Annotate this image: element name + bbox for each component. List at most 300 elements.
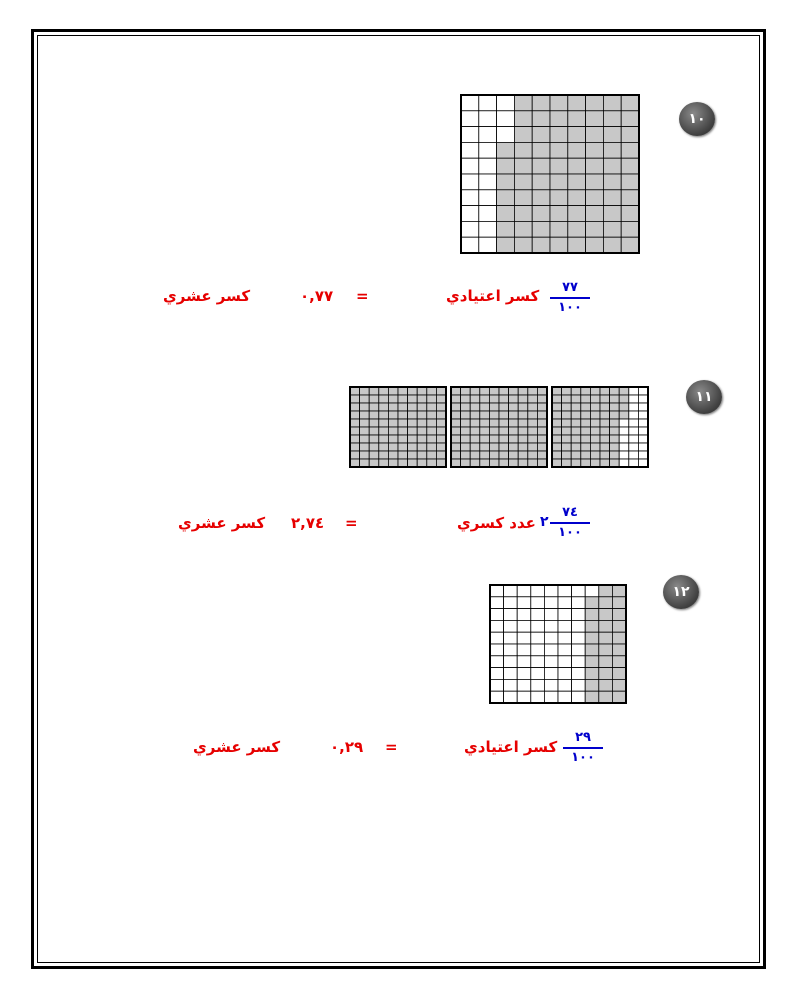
grid-cell xyxy=(586,127,604,143)
grid-cell xyxy=(517,644,531,656)
decimal-label: كسر عشري xyxy=(178,514,266,532)
grid-cell xyxy=(509,435,519,443)
grid-cell xyxy=(461,419,471,427)
grid-cell xyxy=(568,111,586,127)
grid-cell xyxy=(408,427,418,435)
grid-cell xyxy=(388,387,398,395)
grid-cell xyxy=(490,609,504,621)
grid-cell xyxy=(581,459,591,467)
grid-cell xyxy=(572,668,586,680)
grid-cell xyxy=(480,435,490,443)
grid-cell xyxy=(586,142,604,158)
grid-cell xyxy=(528,435,538,443)
grid-cell xyxy=(552,459,562,467)
grid-cell xyxy=(379,419,389,427)
grid-cell xyxy=(369,419,379,427)
grid-cell xyxy=(369,395,379,403)
grid-cell xyxy=(572,597,586,609)
grid-cell xyxy=(470,411,480,419)
grid-cell xyxy=(600,403,610,411)
grid-cell xyxy=(568,158,586,174)
grid-cell xyxy=(451,427,461,435)
grid-cell xyxy=(470,435,480,443)
grid-cell xyxy=(552,443,562,451)
grid-cell xyxy=(480,459,490,467)
grid-cell xyxy=(408,387,418,395)
grid-cell xyxy=(499,427,509,435)
grid-cell xyxy=(417,395,427,403)
page-border-inner xyxy=(37,35,760,963)
grid-cell xyxy=(638,403,648,411)
grid-cell xyxy=(532,237,550,253)
grid-cell xyxy=(532,206,550,222)
grid-cell xyxy=(585,691,599,703)
grid-cell xyxy=(489,427,499,435)
grid-cell xyxy=(621,237,639,253)
grid-cell xyxy=(518,459,528,467)
grid-cell xyxy=(550,142,568,158)
grid-cell xyxy=(504,691,518,703)
grid-cell xyxy=(480,451,490,459)
grid-cell xyxy=(417,443,427,451)
grid-cell xyxy=(612,679,626,691)
grid-cell xyxy=(379,387,389,395)
grid-cell xyxy=(562,387,572,395)
grid-cell xyxy=(479,158,497,174)
grid-cell xyxy=(603,221,621,237)
grid-cell xyxy=(461,142,479,158)
grid-cell xyxy=(470,451,480,459)
grid-cell xyxy=(461,435,471,443)
grid-cell xyxy=(518,427,528,435)
grid-cell xyxy=(427,395,437,403)
grid-cell xyxy=(528,403,538,411)
grid-cell xyxy=(369,411,379,419)
grid-cell xyxy=(590,403,600,411)
grid-cell xyxy=(532,95,550,111)
grid-cell xyxy=(537,395,547,403)
grid-cell xyxy=(350,443,360,451)
grid-cell xyxy=(532,127,550,143)
grid-cell xyxy=(470,395,480,403)
grid-cell xyxy=(490,656,504,668)
grid-cell xyxy=(499,419,509,427)
grid-cell xyxy=(461,427,471,435)
grid-cell xyxy=(558,597,572,609)
grid-cell xyxy=(621,142,639,158)
grid-cell xyxy=(360,427,370,435)
grid-cell xyxy=(610,411,620,419)
grid-cell xyxy=(509,387,519,395)
grid-cell xyxy=(612,691,626,703)
grid-cell xyxy=(499,411,509,419)
grid-cell xyxy=(531,668,545,680)
grid-cell xyxy=(603,95,621,111)
grid-cell xyxy=(552,395,562,403)
grid-cell xyxy=(497,237,515,253)
grid-cell xyxy=(531,585,545,597)
grid-cell xyxy=(470,443,480,451)
grid-cell xyxy=(514,174,532,190)
grid-cell xyxy=(550,190,568,206)
grid-cell xyxy=(499,435,509,443)
grid-cell xyxy=(461,206,479,222)
grid-cell xyxy=(638,459,648,467)
grid-cell xyxy=(517,597,531,609)
grid-cell xyxy=(571,443,581,451)
grid-cell xyxy=(531,597,545,609)
grid-cell xyxy=(350,387,360,395)
fraction-type-label: عدد كسري xyxy=(457,514,536,532)
grid-cell xyxy=(558,668,572,680)
grid-cell xyxy=(581,387,591,395)
grid-cell xyxy=(489,451,499,459)
fraction-numerator: ٧٧ xyxy=(562,280,578,295)
grid-cell xyxy=(497,142,515,158)
grid-cell xyxy=(461,411,471,419)
grid-cell xyxy=(629,435,639,443)
grid-cell xyxy=(558,691,572,703)
grid-cell xyxy=(451,403,461,411)
grid-cell xyxy=(509,403,519,411)
grid-cell xyxy=(509,411,519,419)
grid-cell xyxy=(599,620,613,632)
problem-number-badge: ١٢ xyxy=(663,575,699,609)
grid-cell xyxy=(550,95,568,111)
grid-cell xyxy=(451,411,461,419)
grid-cell xyxy=(436,419,446,427)
grid-cell xyxy=(417,411,427,419)
grid-cell xyxy=(568,190,586,206)
grid-cell xyxy=(638,411,648,419)
grid-cell xyxy=(489,395,499,403)
equals-sign: = xyxy=(345,514,358,532)
grid-cell xyxy=(528,411,538,419)
grid-cell xyxy=(619,411,629,419)
mixed-number-whole: ٢ xyxy=(540,514,549,530)
grid-cell xyxy=(568,237,586,253)
grid-cell xyxy=(504,668,518,680)
grid-cell xyxy=(480,443,490,451)
grid-cell xyxy=(350,435,360,443)
grid-cell xyxy=(552,451,562,459)
grid-cell xyxy=(514,206,532,222)
grid-cell xyxy=(451,451,461,459)
grid-cell xyxy=(504,585,518,597)
grid-cell xyxy=(461,158,479,174)
grid-cell xyxy=(518,395,528,403)
grid-cell xyxy=(571,403,581,411)
grid-cell xyxy=(514,158,532,174)
grid-cell xyxy=(585,679,599,691)
grid-cell xyxy=(489,435,499,443)
grid-cell xyxy=(603,142,621,158)
grid-cell xyxy=(417,419,427,427)
grid-cell xyxy=(350,395,360,403)
grid-cell xyxy=(360,451,370,459)
grid-cell xyxy=(603,127,621,143)
grid-cell xyxy=(461,387,471,395)
grid-cell xyxy=(517,585,531,597)
grid-cell xyxy=(360,403,370,411)
grid-cell xyxy=(499,443,509,451)
grid-cell xyxy=(568,206,586,222)
grid-cell xyxy=(638,419,648,427)
grid-cell xyxy=(479,190,497,206)
grid-cell xyxy=(585,668,599,680)
grid-cell xyxy=(528,459,538,467)
grid-cell xyxy=(514,221,532,237)
grid-cell xyxy=(490,691,504,703)
grid-cell xyxy=(531,620,545,632)
grid-cell xyxy=(369,443,379,451)
grid-cell xyxy=(417,459,427,467)
grid-cell xyxy=(619,435,629,443)
grid-cell xyxy=(497,174,515,190)
grid-cell xyxy=(590,427,600,435)
grid-cell xyxy=(544,644,558,656)
grid-cell xyxy=(612,656,626,668)
grid-cell xyxy=(537,459,547,467)
grid-cell xyxy=(599,679,613,691)
grid-cell xyxy=(388,395,398,403)
grid-cell xyxy=(451,387,461,395)
fraction-numerator: ٧٤ xyxy=(562,505,578,520)
grid-cell xyxy=(572,620,586,632)
grid-cell xyxy=(509,451,519,459)
grid-cell xyxy=(600,395,610,403)
grid-cell xyxy=(479,237,497,253)
grid-cell xyxy=(603,237,621,253)
grid-cell xyxy=(603,174,621,190)
grid-cell xyxy=(497,221,515,237)
grid-cell xyxy=(388,419,398,427)
decimal-label: كسر عشري xyxy=(163,287,251,305)
grid-cell xyxy=(427,387,437,395)
grid-cell xyxy=(562,443,572,451)
grid-cell xyxy=(490,644,504,656)
grid-cell xyxy=(612,609,626,621)
grid-cell xyxy=(479,206,497,222)
grid-cell xyxy=(562,419,572,427)
grid-cell xyxy=(470,403,480,411)
grid-cell xyxy=(531,644,545,656)
grid-cell xyxy=(581,419,591,427)
grid-cell xyxy=(514,190,532,206)
grid-cell xyxy=(586,174,604,190)
grid-cell xyxy=(531,679,545,691)
grid-cell xyxy=(571,387,581,395)
grid-cell xyxy=(562,411,572,419)
grid-cell xyxy=(619,427,629,435)
grid-cell xyxy=(603,158,621,174)
fraction-denominator: ١٠٠ xyxy=(558,525,582,540)
grid-cell xyxy=(479,111,497,127)
grid-cell xyxy=(461,127,479,143)
grid-cell xyxy=(497,206,515,222)
grid-cell xyxy=(379,435,389,443)
grid-cell xyxy=(490,632,504,644)
grid-cell xyxy=(581,403,591,411)
grid-cell xyxy=(544,620,558,632)
grid-cell xyxy=(427,459,437,467)
grid-cell xyxy=(518,435,528,443)
grid-cell xyxy=(480,395,490,403)
grid-cell xyxy=(586,221,604,237)
grid-cell xyxy=(350,419,360,427)
grid-cell xyxy=(581,451,591,459)
grid-cell xyxy=(417,435,427,443)
grid-cell xyxy=(408,435,418,443)
grid-cell xyxy=(490,679,504,691)
grid-cell xyxy=(544,668,558,680)
grid-cell xyxy=(552,427,562,435)
grid-cell xyxy=(532,221,550,237)
grid-cell xyxy=(571,451,581,459)
fraction-bar xyxy=(563,747,603,749)
grid-cell xyxy=(514,95,532,111)
grid-cell xyxy=(586,111,604,127)
grid-cell xyxy=(480,419,490,427)
grid-cell xyxy=(379,451,389,459)
grid-cell xyxy=(417,451,427,459)
grid-cell xyxy=(388,403,398,411)
grid-cell xyxy=(544,679,558,691)
grid-cell xyxy=(621,111,639,127)
grid-cell xyxy=(550,158,568,174)
grid-cell xyxy=(537,387,547,395)
grid-cell xyxy=(517,691,531,703)
grid-cell xyxy=(558,656,572,668)
grid-cell xyxy=(610,451,620,459)
grid-cell xyxy=(610,427,620,435)
grid-cell xyxy=(532,111,550,127)
grid-cell xyxy=(558,609,572,621)
grid-cell xyxy=(544,656,558,668)
grid-cell xyxy=(490,620,504,632)
grid-cell xyxy=(612,668,626,680)
grid-cell xyxy=(504,632,518,644)
grid-cell xyxy=(586,190,604,206)
grid-cell xyxy=(600,411,610,419)
equals-sign: = xyxy=(385,738,398,756)
grid-cell xyxy=(489,459,499,467)
grid-cell xyxy=(388,411,398,419)
grid-cell xyxy=(379,403,389,411)
grid-cell xyxy=(612,597,626,609)
grid-cell xyxy=(558,644,572,656)
grid-cell xyxy=(360,395,370,403)
grid-cell xyxy=(360,459,370,467)
grid-cell xyxy=(350,427,360,435)
grid-cell xyxy=(436,451,446,459)
grid-cell xyxy=(379,395,389,403)
grid-cell xyxy=(531,656,545,668)
grid-cell xyxy=(568,221,586,237)
grid-cell xyxy=(528,443,538,451)
grid-cell xyxy=(517,679,531,691)
grid-cell xyxy=(544,609,558,621)
grid-cell xyxy=(585,644,599,656)
grid-cell xyxy=(537,435,547,443)
grid-cell xyxy=(572,679,586,691)
grid-cell xyxy=(479,174,497,190)
grid-cell xyxy=(629,419,639,427)
grid-cell xyxy=(532,158,550,174)
grid-cell xyxy=(499,387,509,395)
grid-cell xyxy=(490,597,504,609)
grid-cell xyxy=(531,691,545,703)
grid-cell xyxy=(497,95,515,111)
grid-cell xyxy=(350,459,360,467)
grid-cell xyxy=(461,190,479,206)
grid-cell xyxy=(552,387,562,395)
grid-cell xyxy=(621,95,639,111)
grid-cell xyxy=(619,459,629,467)
grid-cell xyxy=(497,111,515,127)
grid-cell xyxy=(558,620,572,632)
grid-cell xyxy=(417,427,427,435)
grid-cell xyxy=(590,395,600,403)
grid-cell xyxy=(461,395,471,403)
grid-cell xyxy=(518,387,528,395)
grid-cell xyxy=(436,435,446,443)
grid-cell xyxy=(629,451,639,459)
grid-cell xyxy=(427,403,437,411)
grid-cell xyxy=(360,411,370,419)
grid-cell xyxy=(504,597,518,609)
grid-cell xyxy=(629,403,639,411)
grid-cell xyxy=(558,632,572,644)
grid-cell xyxy=(585,632,599,644)
grid-cell xyxy=(461,237,479,253)
grid-cell xyxy=(479,127,497,143)
grid-cell xyxy=(398,395,408,403)
grid-cell xyxy=(599,644,613,656)
grid-cell xyxy=(427,435,437,443)
grid-cell xyxy=(568,95,586,111)
fraction-type-label: كسر اعتيادي xyxy=(446,287,540,305)
grid-cell xyxy=(619,387,629,395)
grid-cell xyxy=(571,395,581,403)
grid-cell xyxy=(581,435,591,443)
grid-cell xyxy=(600,387,610,395)
grid-cell xyxy=(436,443,446,451)
problem-number-badge: ١١ xyxy=(686,380,722,414)
grid-cell xyxy=(451,419,461,427)
grid-cell xyxy=(600,459,610,467)
grid-cell xyxy=(558,679,572,691)
grid-cell xyxy=(544,597,558,609)
grid-cell xyxy=(398,403,408,411)
grid-cell xyxy=(599,609,613,621)
grid-cell xyxy=(480,387,490,395)
grid-cell xyxy=(509,443,519,451)
grid-cell xyxy=(388,435,398,443)
grid-cell xyxy=(517,668,531,680)
grid-cell xyxy=(599,691,613,703)
grid-cell xyxy=(504,656,518,668)
fraction-bar xyxy=(550,522,590,524)
grid-cell xyxy=(612,644,626,656)
grid-cell xyxy=(571,435,581,443)
grid-cell xyxy=(369,387,379,395)
grid-cell xyxy=(461,95,479,111)
grid-cell xyxy=(550,221,568,237)
grid-cell xyxy=(499,403,509,411)
grid-cell xyxy=(489,403,499,411)
grid-cell xyxy=(518,411,528,419)
